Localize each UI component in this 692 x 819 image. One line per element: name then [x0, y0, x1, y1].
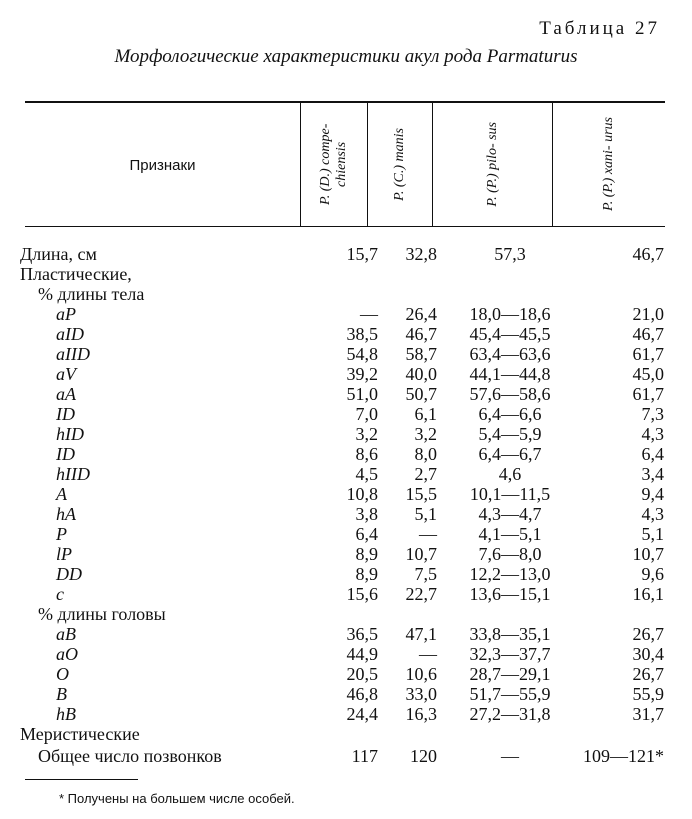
table-row [20, 264, 680, 284]
cell-value: 26,7 [632, 624, 664, 644]
header-feature-label: Признаки [129, 157, 196, 174]
cell-value: 44,9 [346, 644, 378, 664]
column-header-label: P. (C.) manis [392, 127, 407, 201]
row-label: DD [56, 564, 82, 584]
cell-value: 7,0 [355, 404, 378, 424]
table-row [20, 746, 680, 766]
cell-value: 2,7 [414, 464, 437, 484]
cell-value: 6,4 [355, 524, 378, 544]
table-row [20, 244, 680, 264]
cell-value: 51,0 [346, 384, 378, 404]
cell-value: 10,1—11,5 [469, 484, 551, 504]
cell-value: 8,9 [355, 544, 378, 564]
row-label: % длины тела [38, 284, 145, 304]
cell-value: 6,4 [641, 444, 664, 464]
table-row [20, 384, 680, 404]
table-row [20, 604, 680, 624]
cell-value: 117 [351, 746, 378, 766]
cell-value: 6,4—6,7 [478, 444, 542, 464]
table-row [20, 684, 680, 704]
cell-value: 18,0—18,6 [469, 304, 551, 324]
cell-value: 15,7 [346, 244, 378, 264]
cell-value: 33,0 [405, 684, 437, 704]
cell-value: 32,8 [405, 244, 437, 264]
table-row [20, 724, 680, 744]
cell-value: 4,1—5,1 [478, 524, 542, 544]
column-header-label: P. (P.) xani- urus [601, 117, 616, 211]
row-label: Меристические [20, 724, 140, 744]
cell-value: 61,7 [632, 384, 664, 404]
cell-value: 58,7 [405, 344, 437, 364]
table-row [20, 624, 680, 644]
column-header-label: P. (D.) compe- chiensis [318, 123, 349, 205]
cell-value: 7,6—8,0 [478, 544, 542, 564]
table-row [20, 644, 680, 664]
cell-value: 20,5 [346, 664, 378, 684]
cell-value: 28,7—29,1 [469, 664, 551, 684]
column-header-pilosus [433, 102, 552, 226]
table-row [20, 444, 680, 464]
cell-value: — [360, 304, 378, 324]
cell-value: 26,7 [632, 664, 664, 684]
row-label: O [56, 664, 69, 684]
footnote-rule [25, 779, 138, 780]
cell-value: 51,7—55,9 [469, 684, 551, 704]
table-row [20, 484, 680, 504]
cell-value: 47,1 [405, 624, 437, 644]
table-row [20, 704, 680, 724]
row-label: ID [56, 404, 75, 424]
cell-value: 57,6—58,6 [469, 384, 551, 404]
cell-value: 12,2—13,0 [469, 564, 551, 584]
table-row [20, 664, 680, 684]
cell-value: — [501, 746, 519, 766]
cell-value: 36,5 [346, 624, 378, 644]
column-header-manis [368, 102, 432, 226]
row-label: B [56, 684, 67, 704]
cell-value: 3,2 [414, 424, 437, 444]
cell-value: 22,7 [405, 584, 437, 604]
table-row [20, 344, 680, 364]
cell-value: 46,7 [632, 324, 664, 344]
row-label: aP [56, 304, 76, 324]
cell-value: 6,4—6,6 [478, 404, 542, 424]
cell-value: 45,0 [632, 364, 664, 384]
cell-value: — [419, 644, 437, 664]
cell-value: — [419, 524, 437, 544]
row-label: aA [56, 384, 76, 404]
table-row [20, 564, 680, 584]
cell-value: 15,5 [405, 484, 437, 504]
cell-value: 16,1 [632, 584, 664, 604]
row-label: aID [56, 324, 84, 344]
row-label: c [56, 584, 64, 604]
table-row [20, 524, 680, 544]
cell-value: 4,5 [355, 464, 378, 484]
table-row [20, 284, 680, 304]
cell-value: 26,4 [405, 304, 437, 324]
cell-value: 5,4—5,9 [478, 424, 542, 444]
column-header-compechiensis [301, 102, 367, 226]
table-title: Морфологические характеристики акул рода Parmaturus [114, 46, 578, 67]
cell-value: 61,7 [632, 344, 664, 364]
cell-value: 55,9 [632, 684, 664, 704]
row-label: ID [56, 444, 75, 464]
cell-value: 15,6 [346, 584, 378, 604]
cell-value: 109—121* [583, 746, 664, 766]
cell-value: 50,7 [405, 384, 437, 404]
table-number: Таблица 27 [539, 18, 660, 39]
cell-value: 7,5 [414, 564, 437, 584]
row-label: P [56, 524, 67, 544]
cell-value: 3,2 [355, 424, 378, 444]
footnote: * Получены на большем числе особей. [59, 791, 295, 806]
column-header-xaniurus [553, 102, 665, 226]
table-row [20, 584, 680, 604]
cell-value: 9,4 [641, 484, 664, 504]
table-row [20, 464, 680, 484]
cell-value: 4,6 [498, 464, 522, 484]
table-row [20, 424, 680, 444]
cell-value: 40,0 [405, 364, 437, 384]
cell-value: 3,4 [641, 464, 664, 484]
cell-value: 45,4—45,5 [469, 324, 551, 344]
cell-value: 8,9 [355, 564, 378, 584]
cell-value: 33,8—35,1 [469, 624, 551, 644]
cell-value: 21,0 [632, 304, 664, 324]
cell-value: 54,8 [346, 344, 378, 364]
row-label: A [56, 484, 67, 504]
cell-value: 63,4—63,6 [469, 344, 551, 364]
row-label: Длина, см [20, 244, 97, 264]
row-label: Общее число позвонков [38, 746, 222, 766]
cell-value: 27,2—31,8 [469, 704, 551, 724]
cell-value: 31,7 [632, 704, 664, 724]
row-label: aV [56, 364, 76, 384]
row-label: hID [56, 424, 84, 444]
cell-value: 16,3 [405, 704, 437, 724]
table-row [20, 324, 680, 344]
cell-value: 4,3—4,7 [478, 504, 542, 524]
cell-value: 10,7 [632, 544, 664, 564]
table-row [20, 544, 680, 564]
cell-value: 39,2 [346, 364, 378, 384]
row-label: Пластические, [20, 264, 132, 284]
table-row [20, 404, 680, 424]
table-row [20, 364, 680, 384]
cell-value: 5,1 [414, 504, 437, 524]
cell-value: 8,6 [355, 444, 378, 464]
cell-value: 46,7 [405, 324, 437, 344]
table-row [20, 504, 680, 524]
cell-value: 30,4 [632, 644, 664, 664]
header-bottom-rule [25, 226, 665, 227]
row-label: aO [56, 644, 78, 664]
table-body [20, 244, 680, 766]
cell-value: 10,8 [346, 484, 378, 504]
column-header-label: P. (P.) pilo- sus [484, 121, 500, 207]
table-row [20, 304, 680, 324]
cell-value: 4,3 [641, 424, 664, 444]
cell-value: 7,3 [641, 404, 664, 424]
cell-value: 46,7 [632, 244, 664, 264]
cell-value: 9,6 [641, 564, 664, 584]
cell-value: 44,1—44,8 [469, 364, 551, 384]
cell-value: 120 [410, 746, 437, 766]
cell-value: 4,3 [641, 504, 664, 524]
cell-value: 3,8 [355, 504, 378, 524]
cell-value: 6,1 [414, 404, 437, 424]
cell-value: 46,8 [346, 684, 378, 704]
cell-value: 57,3 [494, 244, 526, 264]
row-label: hIID [56, 464, 90, 484]
row-label: lP [56, 544, 72, 564]
row-label: % длины головы [38, 604, 166, 624]
row-label: hB [56, 704, 76, 724]
row-label: aIID [56, 344, 90, 364]
cell-value: 24,4 [346, 704, 378, 724]
row-label: aB [56, 624, 76, 644]
row-label: hA [56, 504, 76, 524]
cell-value: 5,1 [641, 524, 664, 544]
cell-value: 38,5 [346, 324, 378, 344]
cell-value: 13,6—15,1 [469, 584, 551, 604]
cell-value: 32,3—37,7 [469, 644, 551, 664]
cell-value: 10,7 [405, 544, 437, 564]
cell-value: 8,0 [414, 444, 437, 464]
cell-value: 10,6 [405, 664, 437, 684]
